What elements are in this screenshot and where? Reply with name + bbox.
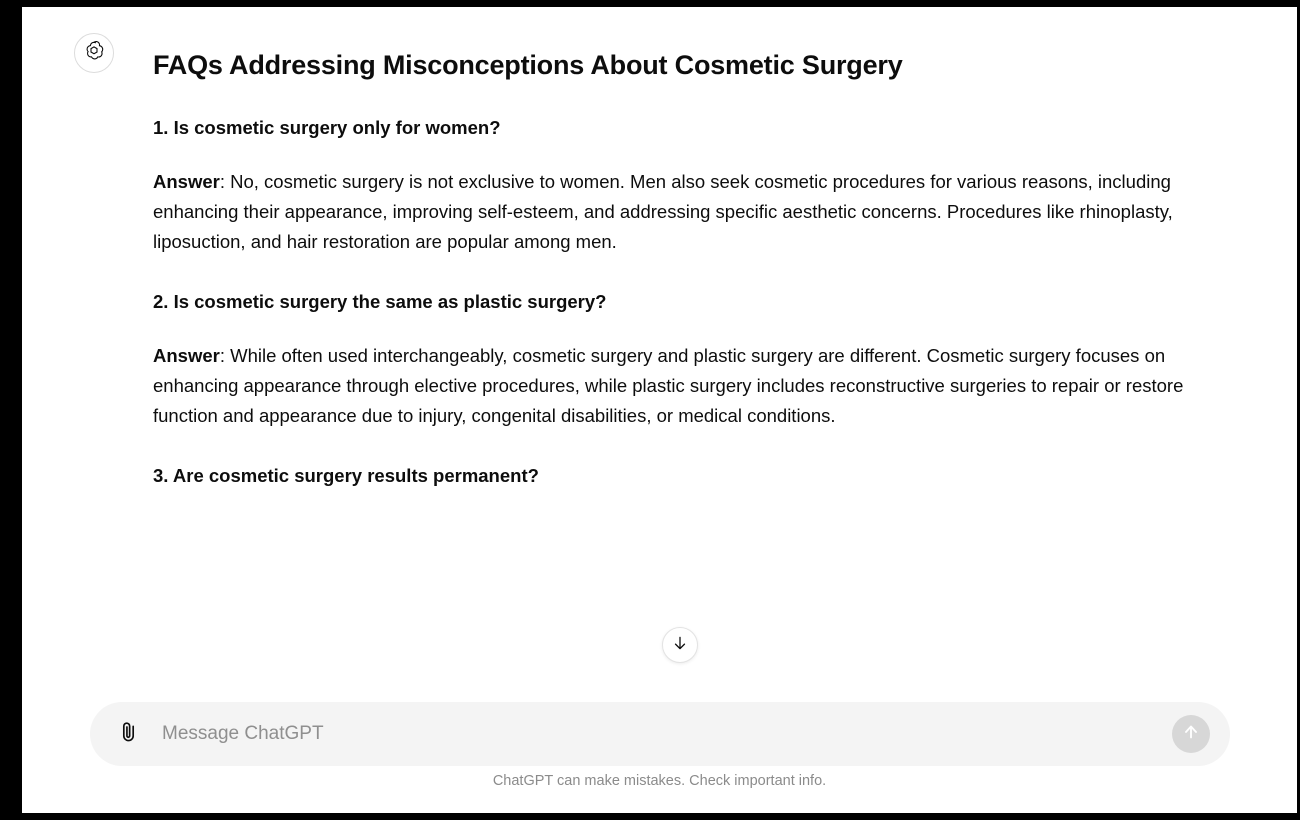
openai-logo-icon xyxy=(82,39,106,68)
conversation-scroll-area[interactable] xyxy=(22,7,1297,697)
page-title: FAQs Addressing Misconceptions About Cosmetic Surgery xyxy=(153,50,903,80)
answer-label-1: Answer xyxy=(153,170,220,192)
attach-file-button[interactable] xyxy=(108,714,148,754)
faq-question-2: 2. Is cosmetic surgery the same as plastic surgery? xyxy=(153,291,607,313)
assistant-message xyxy=(22,7,1297,489)
scroll-fade-overlay xyxy=(22,647,1297,697)
send-button[interactable] xyxy=(1172,715,1210,753)
faq-question-1: 1. Is cosmetic surgery only for women? xyxy=(153,116,501,138)
arrow-down-icon xyxy=(671,634,689,657)
chatgpt-window xyxy=(22,7,1297,813)
faq-answer-1 xyxy=(153,167,1213,257)
answer-label-2: Answer xyxy=(153,344,220,366)
composer[interactable] xyxy=(90,702,1230,766)
disclaimer-text: ChatGPT can make mistakes. Check important info. xyxy=(492,773,827,789)
scroll-to-bottom-button[interactable] xyxy=(662,627,698,663)
faq-question-3: 3. Are cosmetic surgery results permanent? xyxy=(153,465,539,487)
arrow-up-icon xyxy=(1180,721,1202,748)
paperclip-icon xyxy=(116,719,141,749)
message-body xyxy=(153,49,1237,489)
message-input[interactable] xyxy=(148,723,1172,745)
composer-area xyxy=(22,697,1297,813)
answer-text-1: : No, cosmetic surgery is not exclusive to women. Men also seek cosmetic procedures for various reasons, including enhancing their appearance, improving self-esteem, and addressing specific aesthetic concerns. Procedures like rhinoplasty, liposuction, and hair restoration are popular among men. xyxy=(153,170,1173,252)
avatar xyxy=(74,33,114,73)
faq-answer-2 xyxy=(153,341,1213,431)
answer-text-2: : While often used interchangeably, cosmetic surgery and plastic surgery are different. Cosmetic surgery focuses on enhancing appearance through elective procedures, while plastic surgery includes reconstructive surgeries to repair or restore function and appearance due to injury, congenital disabilities, or medical conditions. xyxy=(153,344,1184,427)
